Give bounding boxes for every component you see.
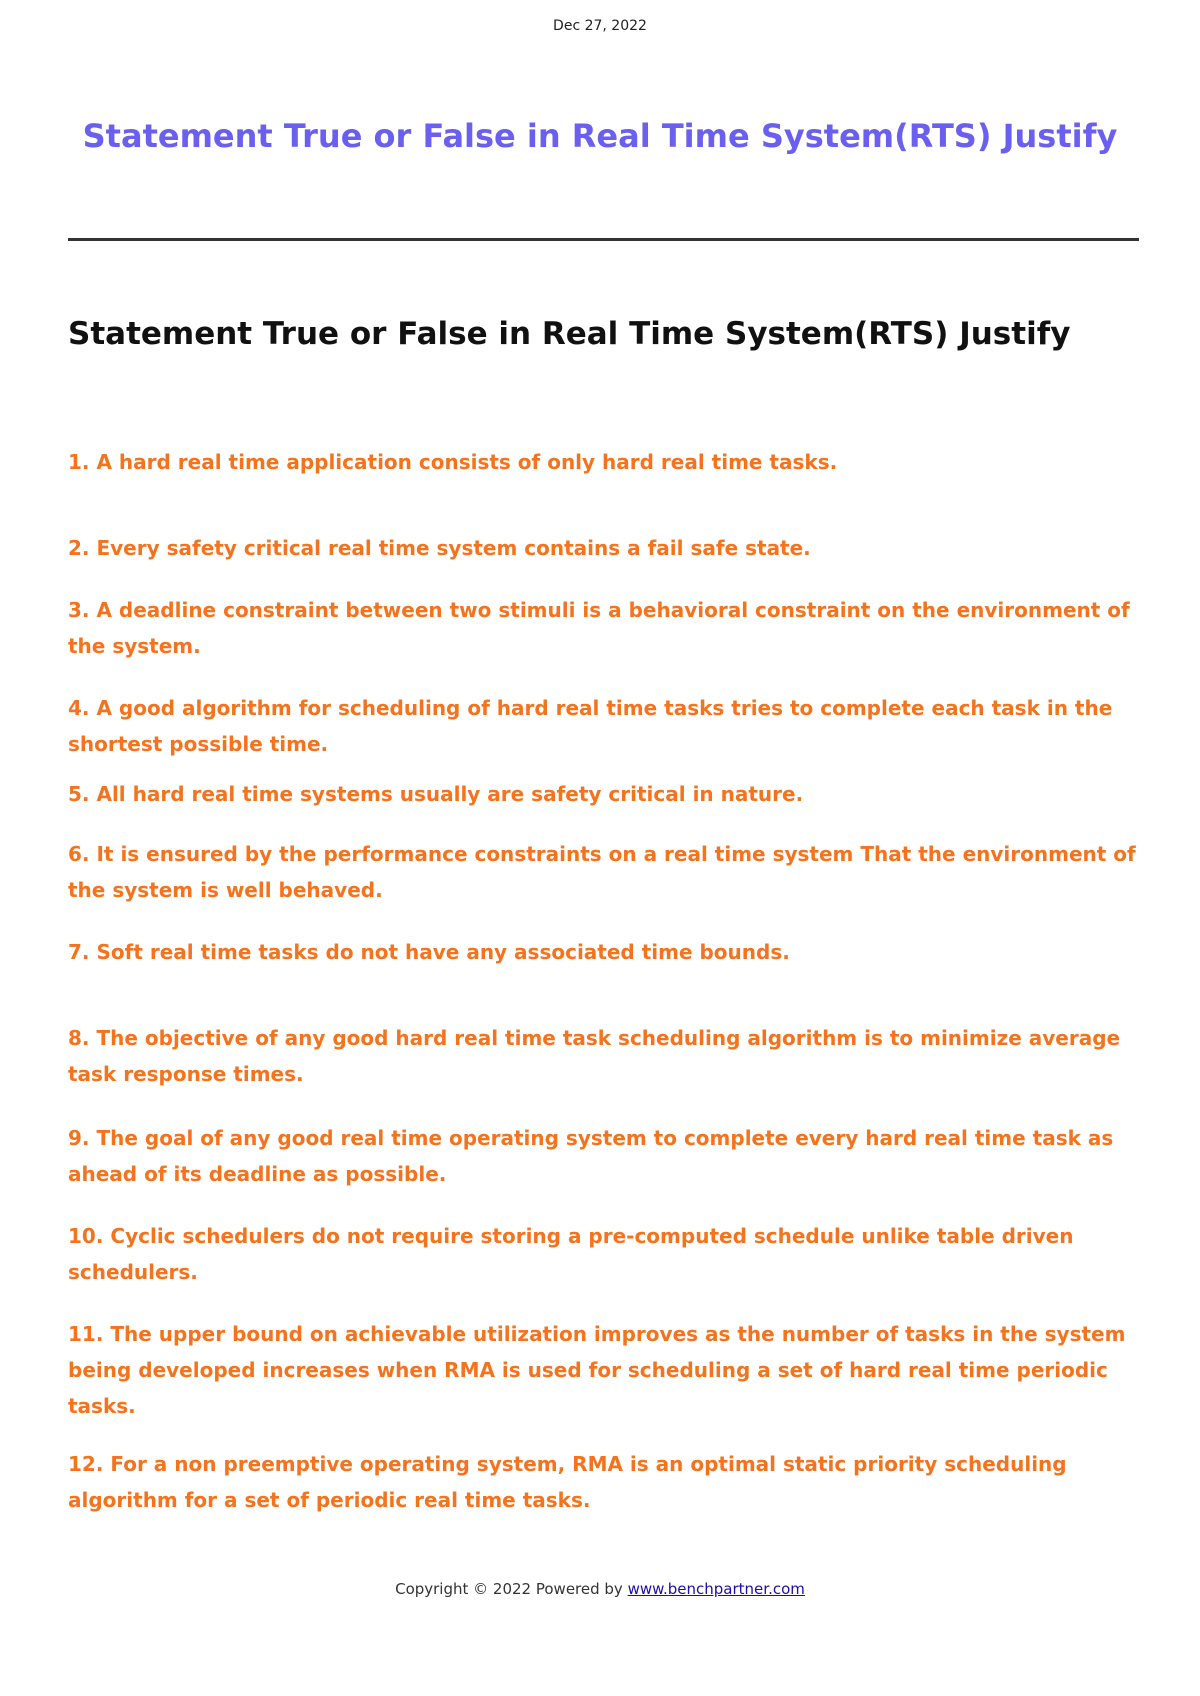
section-title: Statement True or False in Real Time System(RTS) Justify [68,316,1071,352]
question-5: 5. All hard real time systems usually are safety critical in nature. [68,782,804,806]
footer-link[interactable]: www.benchpartner.com [627,1580,805,1598]
question-3: 3. A deadline constraint between two stimuli is a behavioral constraint on the environment of the system. [68,598,1130,658]
question-4: 4. A good algorithm for scheduling of hard real time tasks tries to complete each task in the shortest possible time. [68,696,1113,756]
question-8: 8. The objective of any good hard real time task scheduling algorithm is to minimize average task response times. [68,1026,1121,1086]
question-6: 6. It is ensured by the performance constraints on a real time system That the environment of the system is well behaved. [68,842,1136,902]
main-title: Statement True or False in Real Time System(RTS) Justify [82,117,1118,155]
footer [0,1580,1200,1598]
question-1: 1. A hard real time application consists of only hard real time tasks. [68,450,838,474]
question-9: 9. The goal of any good real time operating system to complete every hard real time task as ahead of its deadline as possible. [68,1126,1114,1186]
title-divider [68,238,1139,241]
question-12: 12. For a non preemptive operating system, RMA is an optimal static priority scheduling algorithm for a set of periodic real time tasks. [68,1452,1067,1512]
question-2: 2. Every safety critical real time system contains a fail safe state. [68,536,811,560]
footer-copyright: Copyright © 2022 Powered by [395,1580,628,1598]
document-date: Dec 27, 2022 [553,18,647,34]
question-11: 11. The upper bound on achievable utilization improves as the number of tasks in the system being developed increases when RMA is used for scheduling a set of hard real time periodic tasks. [68,1322,1126,1418]
question-10: 10. Cyclic schedulers do not require storing a pre-computed schedule unlike table driven schedulers. [68,1224,1074,1284]
question-7: 7. Soft real time tasks do not have any associated time bounds. [68,940,790,964]
